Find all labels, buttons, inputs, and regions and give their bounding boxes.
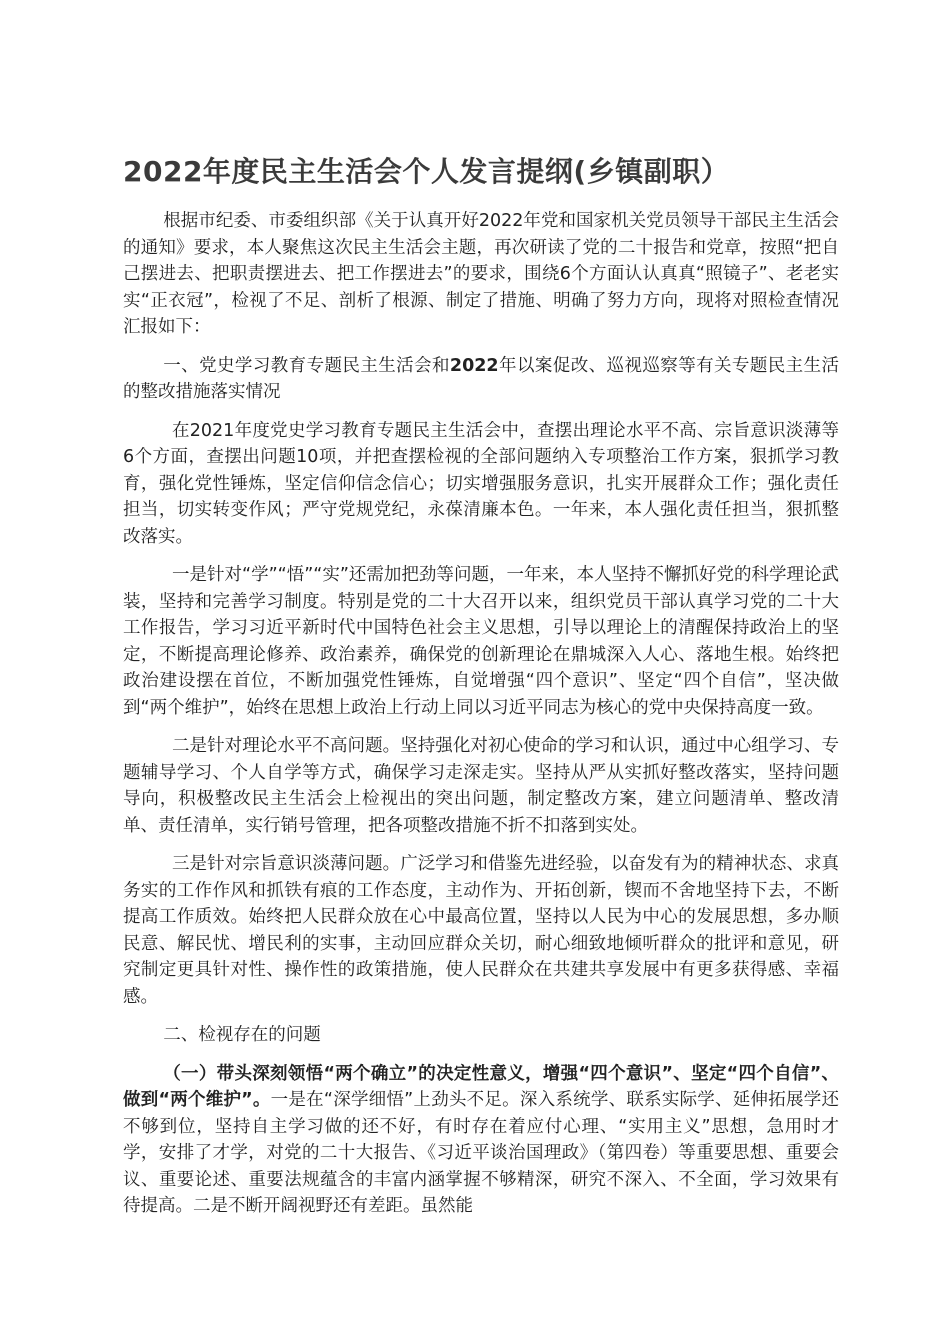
subsection1-body: 一是在“深学细悟”上劲头不足。深入系统学、联系实际学、延伸拓展学还不够到位，坚持自主学习做的还不好，有时存在着应付心理、“实用主义”思想，急用时才学，安排了才学，对党的二十大报告、《习近平谈治国理政》（第四卷）等重要思想、重要会议、重要论述、重要法规蕴含的丰富内涵掌握不够精深，研究不深入、不全面，学习效果有待提高。二是不断开阔视野还有差距。虽然能 — [123, 1090, 839, 1216]
document-title: 2022年度民主生活会个人发言提纲(乡镇副职） — [123, 155, 730, 188]
section1-heading-part2: 年以案促改、巡视巡察等有关专题民主生活的整改措施落实情况 — [123, 355, 840, 402]
paragraph-second-measure: 二是针对理论水平不高问题。坚持强化对初心使命的学习和认识，通过中心组学习、专题辅导学习、个人自学等方式，确保学习走深走实。坚持从严从实抓好整改落实，坚持问题导向，积极整改民主生活会上检视出的突出问题，制定整改方案，建立问题清单、整改清单、责任清单，实行销号管理，把各项整改措施不折不扣落到实处。 — [123, 736, 839, 836]
section1-heading — [123, 353, 839, 406]
section1-heading-part1: 一、党史学习教育专题民主生活会和 — [163, 355, 450, 376]
section1-heading-year: 2022 — [449, 355, 499, 376]
section2-heading: 二、检视存在的问题 — [163, 1025, 321, 1045]
document-page — [123, 152, 839, 1232]
paragraph-first-measure: 一是针对“学”“悟”“实”还需加把劲等问题，一年来，本人坚持不懈抓好党的科学理论武装，坚持和完善学习制度。特别是党的二十大召开以来，组织党员干部认真学习党的二十大工作报告，学习习近平新时代中国特色社会主义思想，引导以理论上的清醒保持政治上的坚定，不断提高理论修养、政治素养，确保党的创新理论在鼎城深入人心、落地生根。始终把政治建设摆在首位，不断加强党性锤炼，自觉增强“四个意识”、坚定“四个自信”，坚决做到“两个维护”，始终在思想上政治上行动上同以习近平同志为核心的党中央保持高度一致。 — [123, 565, 839, 718]
paragraph-2021-review: 在2021年度党史学习教育专题民主生活会中，查摆出理论水平不高、宗旨意识淡薄等6个方面，查摆出问题10项，并把查摆检视的全部问题纳入专项整治工作方案，狠抓学习教育，强化党性锤炼，坚定信仰信念信心；切实增强服务意识，扎实开展群众工作；强化责任担当，切实转变作风；严守党规党纪，永葆清廉本色。一年来，本人强化责任担当，狠抓整改落实。 — [123, 420, 839, 547]
intro-paragraph: 根据市纪委、市委组织部《关于认真开好2022年党和国家机关党员领导干部民主生活会的通知》要求，本人聚焦这次民主生活会主题，再次研读了党的二十报告和党章，按照“把自己摆进去、把职责摆进去、把工作摆进去”的要求，围绕6个方面认认真真“照镜子”、老老实实“正衣冠”，检视了不足、剖析了根源、制定了措施、明确了努力方向，现将对照检查情况汇报如下： — [123, 211, 839, 337]
paragraph-subsection1 — [123, 1061, 839, 1220]
subsection1-bold-heading: （一）带头深刻领悟“两个确立”的决定性意义，增强“四个意识”、坚定“四个自信”、做到“两个维护”。 — [123, 1063, 839, 1110]
paragraph-third-measure: 三是针对宗旨意识淡薄问题。广泛学习和借鉴先进经验，以奋发有为的精神状态、求真务实的工作作风和抓铁有痕的工作态度，主动作为、开拓创新，锲而不舍地坚持下去，不断提高工作质效。始终把人民群众放在心中最高位置，坚持以人民为中心的发展思想，多办顺民意、解民忧、增民利的实事，主动回应群众关切，耐心细致地倾听群众的批评和意见，研究制定更具针对性、操作性的政策措施，使人民群众在共建共享发展中有更多获得感、幸福感。 — [123, 854, 839, 1007]
